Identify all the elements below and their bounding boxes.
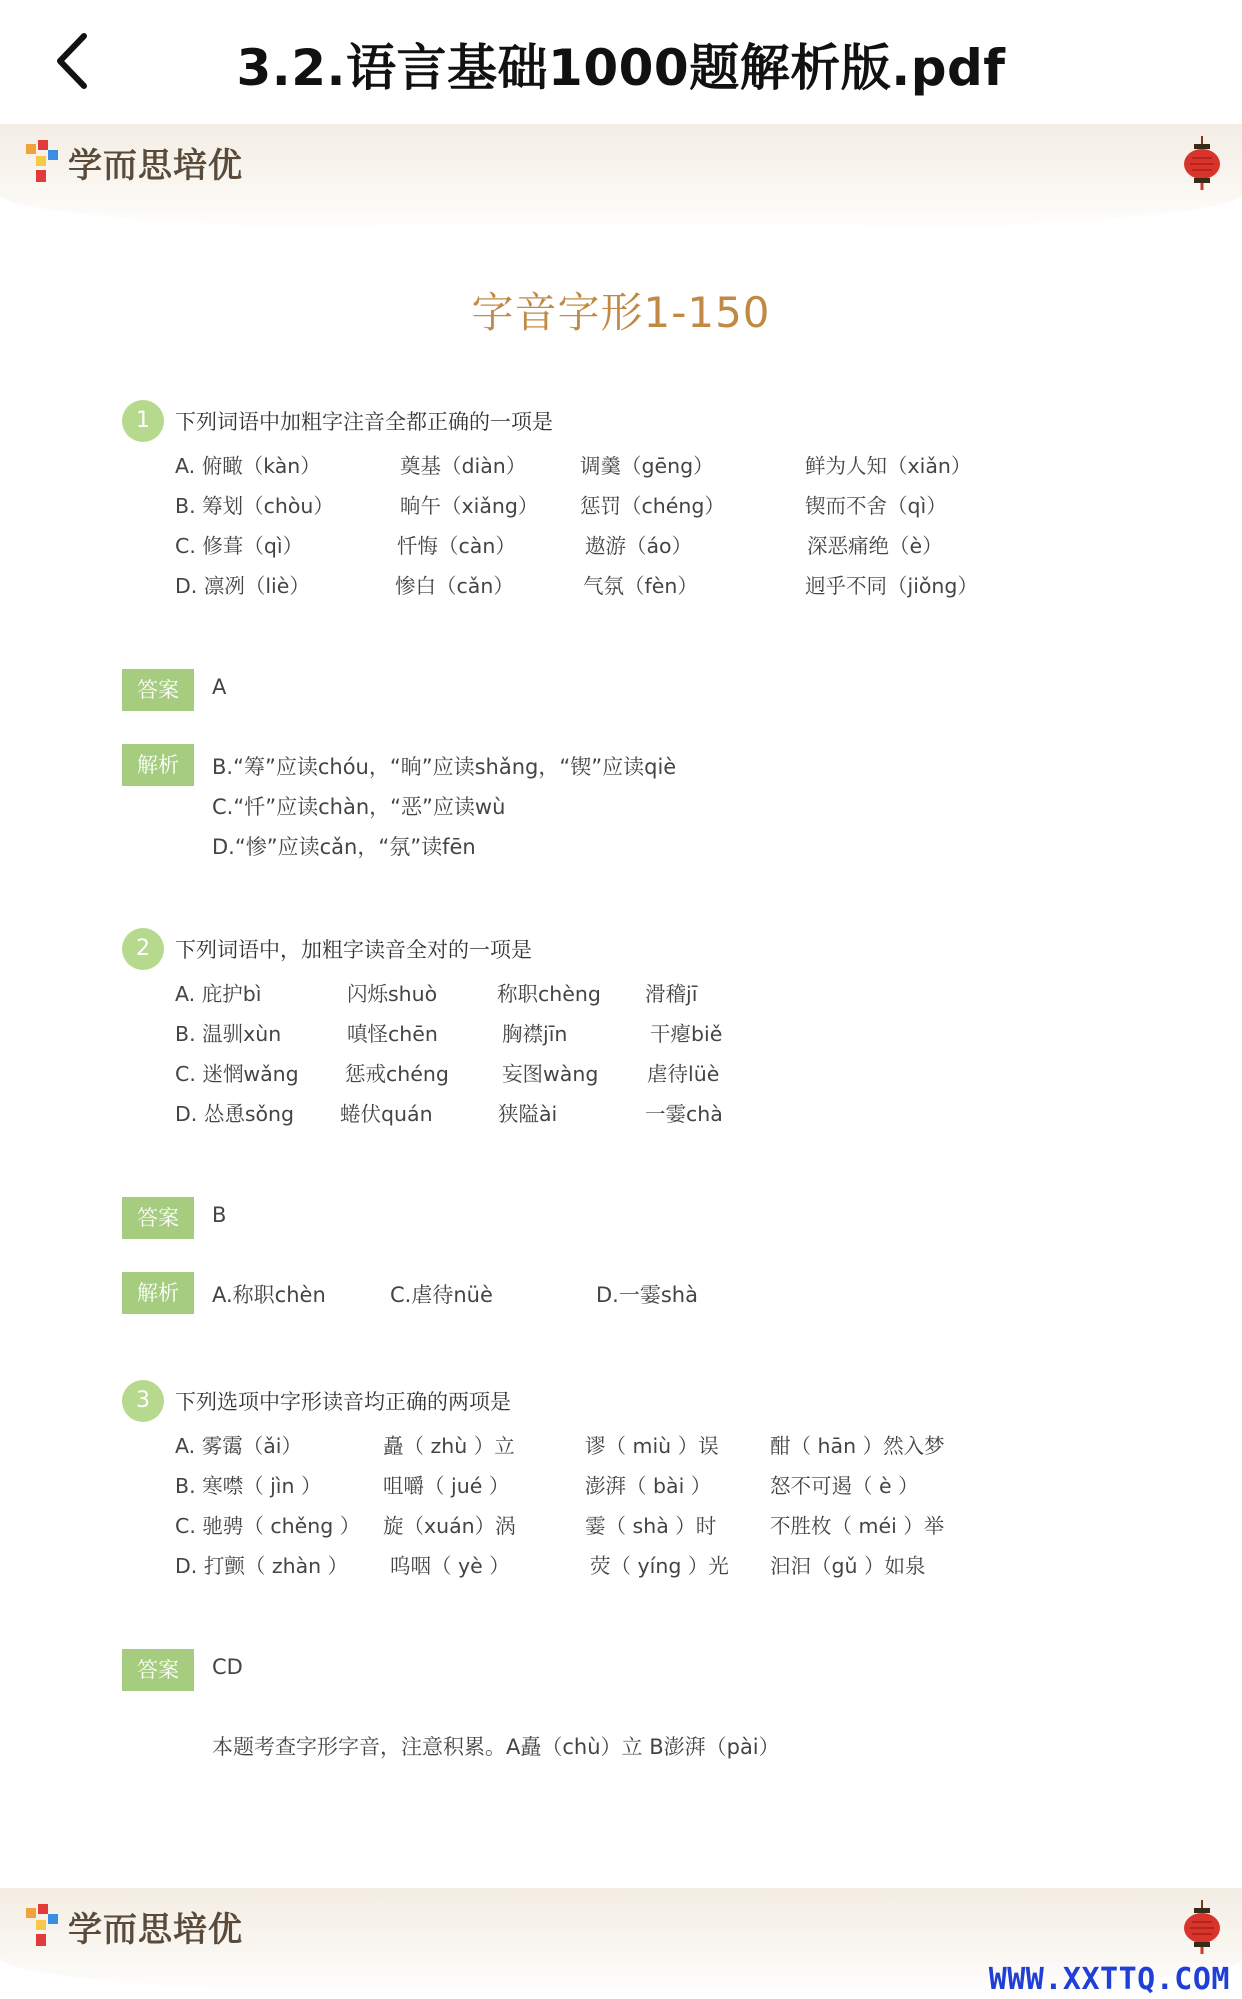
option-cell: B. 温驯xùn	[175, 1022, 282, 1046]
option-cell: 怒不可遏（ è ）	[770, 1474, 919, 1498]
option-cell: 干瘪biě	[650, 1022, 723, 1046]
option-cell: 狭隘ài	[498, 1102, 558, 1126]
brand-logo-mark-icon	[24, 1904, 60, 1948]
lantern-icon	[1180, 1900, 1224, 1954]
analysis-tag: 解析	[122, 744, 194, 786]
option-cell: 惩戒chéng	[345, 1062, 449, 1086]
option-cell: 呜咽（ yè ）	[390, 1554, 510, 1578]
brand-logo	[24, 138, 243, 186]
option-cell: C. 迷惘wǎng	[175, 1062, 299, 1086]
lantern-icon	[1180, 136, 1224, 190]
option-cell: 奠基（diàn）	[400, 454, 527, 478]
answer-tag: 答案	[122, 1197, 194, 1239]
analysis-item: D.一霎shà	[596, 1283, 698, 1307]
option-cell: A. 俯瞰（kàn）	[175, 454, 321, 478]
brand-logo-text: 学而思培优	[68, 1909, 243, 1950]
question-number-badge: 3	[122, 1380, 164, 1422]
option-cell: 深恶痛绝（è）	[807, 534, 943, 558]
section-title: 字音字形1-150	[471, 288, 771, 337]
option-cell: 调羹（gēng）	[580, 454, 714, 478]
analysis-item: A.称职chèn	[212, 1283, 326, 1307]
question-number-badge: 1	[122, 400, 164, 442]
option-cell: A. 雾霭（ǎi）	[175, 1434, 302, 1458]
analysis-tag: 解析	[122, 1272, 194, 1314]
brand-logo	[24, 1902, 243, 1950]
option-cell: C. 修葺（qì）	[175, 534, 304, 558]
option-cell: 迥乎不同（jiǒng）	[805, 574, 978, 598]
option-cell: 荧（ yíng ）光	[590, 1554, 729, 1578]
analysis-line: B.“筹”应读chóu，“晌”应读shǎng，“锲”应读qiè	[212, 755, 677, 779]
option-cell: 晌午（xiǎng）	[400, 494, 539, 518]
option-cell: 蜷伏quán	[340, 1102, 433, 1126]
option-cell: 惨白（cǎn）	[395, 574, 514, 598]
option-cell: 谬（ miù ）误	[585, 1434, 719, 1458]
option-cell: 妄图wàng	[502, 1062, 599, 1086]
answer-tag: 答案	[122, 1649, 194, 1691]
option-cell: 不胜枚（ méi ）举	[770, 1514, 945, 1538]
pdf-page[interactable]	[0, 124, 1242, 1950]
option-cell: 气氛（fèn）	[583, 574, 698, 598]
option-cell: 霎（ shà ）时	[585, 1514, 717, 1538]
answer-tag: 答案	[122, 669, 194, 711]
document-title: 3.2.语言基础1000题解析版.pdf	[236, 39, 1006, 97]
option-cell: 澎湃（ bài ）	[585, 1474, 712, 1498]
option-cell: 一霎chà	[645, 1102, 723, 1126]
option-cell: D. 打颤（ zhàn ）	[175, 1554, 349, 1578]
question-text: 下列词语中加粗字注音全都正确的一项是	[175, 410, 553, 434]
option-cell: 咀嚼（ jué ）	[383, 1474, 510, 1498]
top-navbar	[0, 0, 1242, 125]
option-cell: 忏悔（càn）	[397, 534, 516, 558]
option-cell: 闪烁shuò	[347, 982, 438, 1006]
option-cell: 鲜为人知（xiǎn）	[805, 454, 972, 478]
answer-value: CD	[212, 1655, 243, 1679]
analysis-line: D.“惨”应读cǎn，“氛”读fēn	[212, 835, 476, 859]
option-cell: D. 凛冽（liè）	[175, 574, 310, 598]
option-cell: 惩罚（chéng）	[580, 494, 725, 518]
analysis-item: C.虐待nüè	[390, 1283, 493, 1307]
option-cell: 滑稽jī	[645, 982, 698, 1006]
option-cell: 称职chèng	[497, 982, 601, 1006]
option-cell: B. 筹划（chòu）	[175, 494, 334, 518]
option-cell: A. 庇护bì	[175, 982, 262, 1006]
analysis-line: C.“忏”应读chàn，“恶”应读wù	[212, 795, 506, 819]
option-cell: 嗔怪chēn	[347, 1022, 438, 1046]
option-cell: C. 驰骋（ chěng ）	[175, 1514, 361, 1538]
option-cell: 矗（ zhù ）立	[383, 1434, 515, 1458]
option-cell: 胸襟jīn	[502, 1022, 568, 1046]
question-number-badge: 2	[122, 928, 164, 970]
option-cell: D. 怂恿sǒng	[175, 1102, 295, 1126]
brand-logo-mark-icon	[24, 140, 60, 184]
option-cell: 酣（ hān ）然入梦	[770, 1434, 945, 1458]
answer-value: A	[212, 675, 227, 699]
option-cell: 虐待lüè	[647, 1062, 720, 1086]
option-cell: B. 寒噤（ jìn ）	[175, 1474, 322, 1498]
option-cell: 旋（xuán）涡	[383, 1514, 516, 1538]
question-text: 下列词语中，加粗字读音全对的一项是	[175, 938, 532, 962]
answer-value: B	[212, 1203, 227, 1227]
brand-logo-text: 学而思培优	[68, 145, 243, 186]
option-cell: 遨游（áo）	[585, 534, 693, 558]
option-cell: 锲而不舍（qì）	[805, 494, 947, 518]
question-text: 下列选项中字形读音均正确的两项是	[175, 1390, 511, 1414]
option-cell: 汩汩（gǔ ）如泉	[770, 1554, 926, 1578]
answer-note: 本题考查字形字音，注意积累。A矗（chù）立 B澎湃（pài）	[212, 1735, 780, 1759]
site-watermark: WWW.XXTTQ.COM	[988, 1962, 1230, 1997]
page-header-band	[0, 124, 1242, 234]
